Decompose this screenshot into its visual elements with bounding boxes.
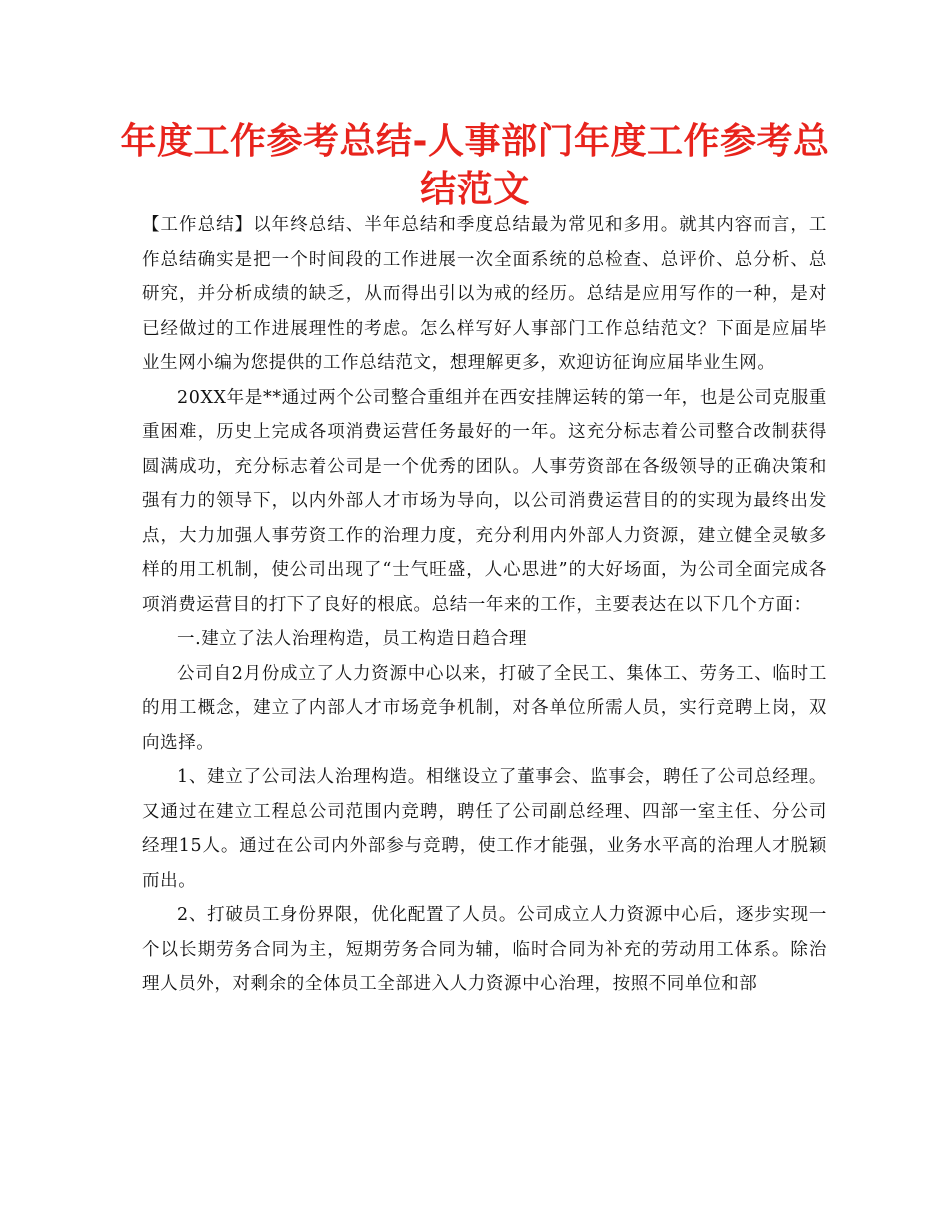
body-paragraph: 2、打破员工身份界限，优化配置了人员。公司成立人力资源中心后，逐步实现一个以长期劳务合同为主，短期劳务合同为辅，临时合同为补充的劳动用工体系。除治理人员外，对剩余的全体员工全部进入人力资源中心治理，按照不同单位和部 — [142, 905, 827, 994]
body-paragraph: 20XX年是**通过两个公司整合重组并在西安挂牌运转的第一年，也是公司克服重重困难，历史上完成各项消费运营任务最好的一年。这充分标志着公司整合改制获得圆满成功，充分标志着公司是一个优秀的团队。人事劳资部在各级领导的正确决策和强有力的领导下，以内外部人才市场为导向，以公司消费运营目的的实现为最终出发点，大力加强人事劳资工作的治理力度，充分利用内外部人力资源，建立健全灵敏多样的用工机制，使公司出现了“士气旺盛，人心思进”的大好场面，为公司全面完成各项消费运营目的打下了良好的根底。总结一年来的工作，主要表达在以下几个方面： — [142, 387, 827, 615]
body-paragraph: 1、建立了公司法人治理构造。相继设立了董事会、监事会，聘任了公司总经理。又通过在建立工程总公司范围内竞聘，聘任了公司副总经理、四部一室主任、分公司经理15人。通过在公司内外部参与竞聘，使工作才能强，业务水平高的治理人才脱颖而出。 — [142, 767, 827, 891]
body-paragraph: 公司自2月份成立了人力资源中心以来，打破了全民工、集体工、劳务工、临时工的用工概念，建立了内部人才市场竞争机制，对各单位所需人员，实行竞聘上岗，双向选择。 — [142, 663, 827, 753]
section-heading: 一.建立了法人治理构造，员工构造日趋合理 — [177, 629, 528, 649]
intro-paragraph: 【工作总结】以年终总结、半年总结和季度总结最为常见和多用。就其内容而言，工作总结确实是把一个时间段的工作进展一次全面系统的总检查、总评价、总分析、总研究，并分析成绩的缺乏，从而得出引以为戒的经历。总结是应用写作的一种，是对已经做过的工作进展理性的考虑。怎么样写好人事部门工作总结范文？下面是应届毕业生网小编为您提供的工作总结范文，想理解更多，欢迎访征询应届毕业生网。 — [142, 215, 827, 373]
document-body — [142, 208, 827, 1002]
document-title: 年度工作参考总结-人事部门年度工作参考总结范文 — [120, 121, 830, 210]
